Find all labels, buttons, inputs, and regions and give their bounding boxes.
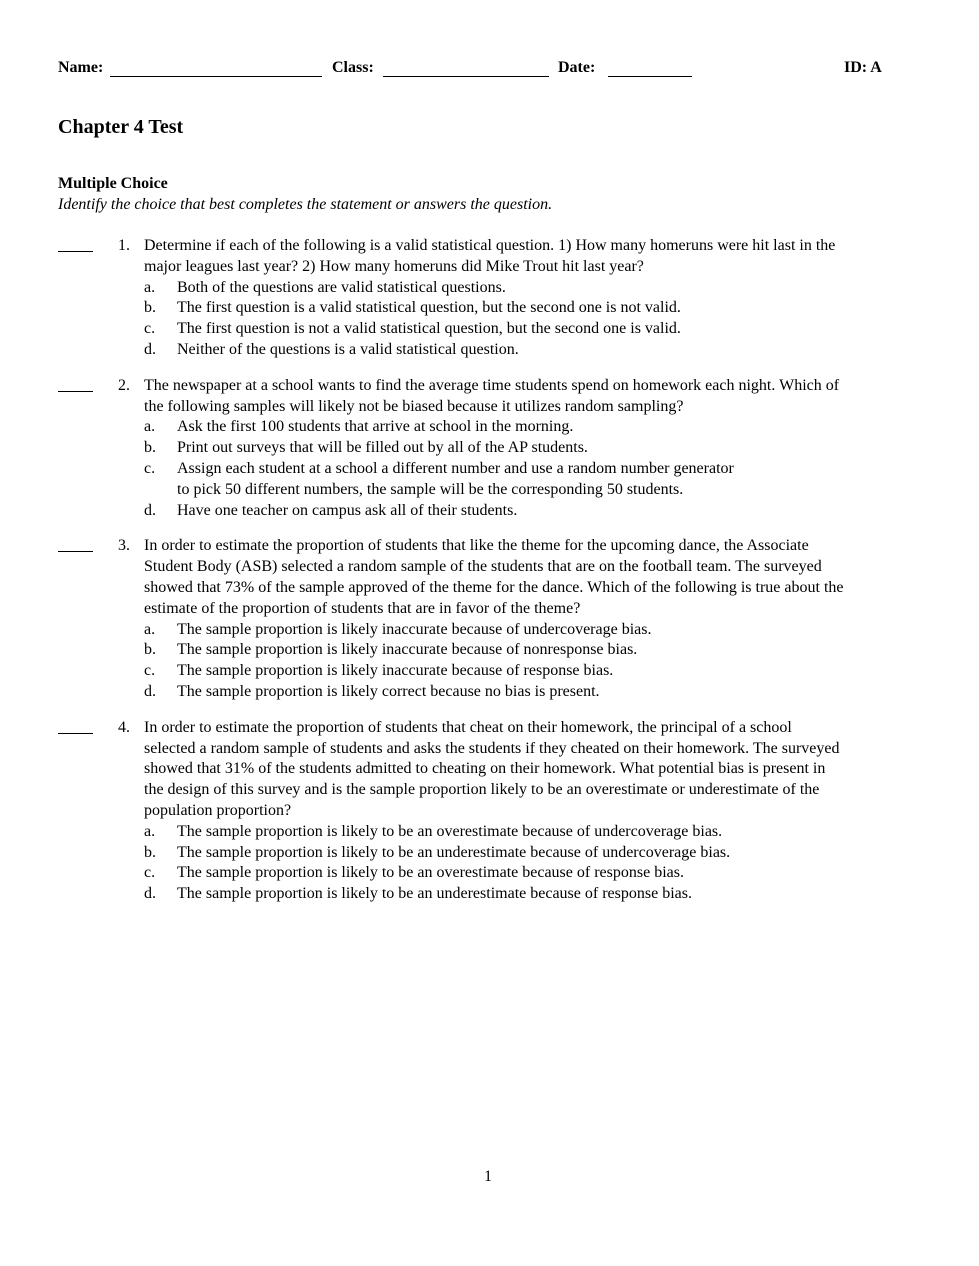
choice-text-line: Ask the first 100 students that arrive at school in the morning. [177, 418, 574, 436]
question-number: 3. [118, 537, 130, 555]
header [58, 59, 890, 81]
choice-letter: d. [144, 885, 156, 903]
choice-text [177, 843, 928, 864]
answer-choice [144, 340, 928, 361]
answer-choice [144, 501, 928, 522]
question-number: 2. [118, 376, 130, 394]
answer-choice [144, 319, 928, 340]
choice-text [177, 884, 928, 905]
choice-text [177, 620, 928, 641]
choice-text [177, 298, 928, 319]
answer-choice [144, 843, 928, 864]
choice-text-line: Have one teacher on campus ask all of their students. [177, 501, 518, 519]
choice-text [177, 661, 928, 682]
answer-choice [144, 278, 928, 299]
question-stem-line: selected a random sample of students and asks the students if they cheated on their homework. The surveyed [144, 739, 840, 757]
choice-letter: b. [144, 299, 156, 317]
answer-choice [144, 438, 928, 459]
id-label: ID: A [844, 59, 882, 76]
choice-text-line: The sample proportion is likely to be an underestimate because of response bias. [177, 885, 692, 903]
choice-text-line: The sample proportion is likely to be an overestimate because of undercoverage bias. [177, 822, 723, 840]
choice-text [177, 822, 928, 843]
choice-letter: a. [144, 822, 156, 840]
choice-text-line: The sample proportion is likely to be an overestimate because of response bias. [177, 864, 684, 882]
class-label: Class: [332, 59, 374, 76]
date-label: Date: [558, 59, 596, 76]
choice-letter: b. [144, 641, 156, 659]
question [58, 536, 928, 702]
question-stem-line: Determine if each of the following is a valid statistical question. 1) How many homeruns were hit last in the [144, 237, 836, 254]
name-label: Name: [58, 59, 104, 76]
choice-text [177, 278, 928, 299]
question-stem-line: The newspaper at a school wants to find the average time students spend on homework each night. Which of [144, 376, 840, 394]
answer-choice [144, 620, 928, 641]
answer-choice [144, 417, 928, 438]
question [58, 236, 928, 361]
choice-letter: c. [144, 662, 156, 680]
question-stem-line: In order to estimate the proportion of students that cheat on their homework, the principal of a school [144, 718, 792, 736]
answer-blank[interactable] [58, 251, 93, 252]
section-heading: Multiple Choice [58, 175, 168, 192]
choice-letter: d. [144, 340, 156, 358]
choice-text-line: The first question is a valid statistical question, but the second one is not valid. [177, 299, 681, 317]
choice-letter: c. [144, 864, 156, 882]
choice-text-line: Print out surveys that will be filled out by all of the AP students. [177, 439, 588, 457]
answer-choice [144, 459, 928, 501]
question-stem-line: major leagues last year? 2) How many homeruns did Mike Trout hit last year? [144, 257, 644, 275]
answer-choice [144, 298, 928, 319]
choice-text-line: The sample proportion is likely inaccurate because of undercoverage bias. [177, 620, 652, 638]
question [58, 718, 928, 905]
choice-text-line: The first question is not a valid statistical question, but the second one is valid. [177, 320, 681, 338]
choice-text-line: The sample proportion is likely to be an underestimate because of undercoverage bias. [177, 843, 731, 861]
choice-text-line: to pick 50 different numbers, the sample will be the corresponding 50 students. [177, 480, 684, 498]
page-title: Chapter 4 Test [58, 116, 184, 138]
choice-text-line: Assign each student at a school a different number and use a random number generator [177, 459, 734, 477]
choice-text [177, 682, 928, 703]
answer-choice [144, 884, 928, 905]
answer-blank[interactable] [58, 733, 93, 734]
choice-letter: a. [144, 278, 156, 296]
choice-text-line: Both of the questions are valid statistical questions. [177, 278, 506, 296]
choice-letter: a. [144, 620, 156, 638]
choice-letter: d. [144, 501, 156, 519]
question-number: 1. [118, 237, 130, 254]
section-instructions: Identify the choice that best completes the statement or answers the question. [58, 196, 553, 213]
question-stem-line: Student Body (ASB) selected a random sample of the students that are on the football team. The surveyed [144, 558, 822, 576]
date-blank [608, 59, 692, 77]
question-stem-line: the following samples will likely not be biased because it utilizes random sampling? [144, 397, 684, 415]
question-stem-line: estimate of the proportion of students that are in favor of the theme? [144, 599, 581, 617]
answer-blank[interactable] [58, 551, 93, 552]
answer-choice [144, 661, 928, 682]
choice-text-line: The sample proportion is likely inaccurate because of response bias. [177, 662, 614, 680]
answer-choice [144, 682, 928, 703]
question-stem-line: population proportion? [144, 801, 292, 819]
class-blank [383, 59, 549, 77]
page-number: 1 [484, 1168, 492, 1185]
choice-text-line: The sample proportion is likely inaccurate because of nonresponse bias. [177, 641, 638, 659]
question [58, 376, 928, 522]
question-stem-line: showed that 31% of the students admitted to cheating on their homework. What potential bias is present in [144, 760, 826, 778]
answer-blank[interactable] [58, 391, 93, 392]
choice-text [177, 319, 928, 340]
choice-text [177, 640, 928, 661]
question-stem-line: In order to estimate the proportion of students that like the theme for the upcoming dance, the Associate [144, 537, 809, 555]
choice-letter: b. [144, 843, 156, 861]
question-stem-line: showed that 73% of the sample approved of the theme for the dance. Which of the following is true about the [144, 578, 844, 596]
answer-choice [144, 822, 928, 843]
choice-letter: d. [144, 682, 156, 700]
choice-text [177, 459, 928, 501]
choice-letter: b. [144, 439, 156, 457]
choice-letter: c. [144, 320, 156, 338]
name-blank [110, 59, 322, 77]
answer-choice [144, 863, 928, 884]
question-list [58, 236, 928, 920]
choice-text-line: The sample proportion is likely correct because no bias is present. [177, 682, 600, 700]
question-number: 4. [118, 718, 130, 736]
choice-text-line: Neither of the questions is a valid statistical question. [177, 340, 519, 358]
choice-text [177, 417, 928, 438]
choice-letter: c. [144, 459, 156, 477]
choice-text [177, 863, 928, 884]
choice-text [177, 340, 928, 361]
choice-letter: a. [144, 418, 156, 436]
choice-text [177, 501, 928, 522]
choice-text [177, 438, 928, 459]
question-stem-line: the design of this survey and is the sample proportion likely to be an overestimate or underestimate of the [144, 781, 820, 799]
answer-choice [144, 640, 928, 661]
